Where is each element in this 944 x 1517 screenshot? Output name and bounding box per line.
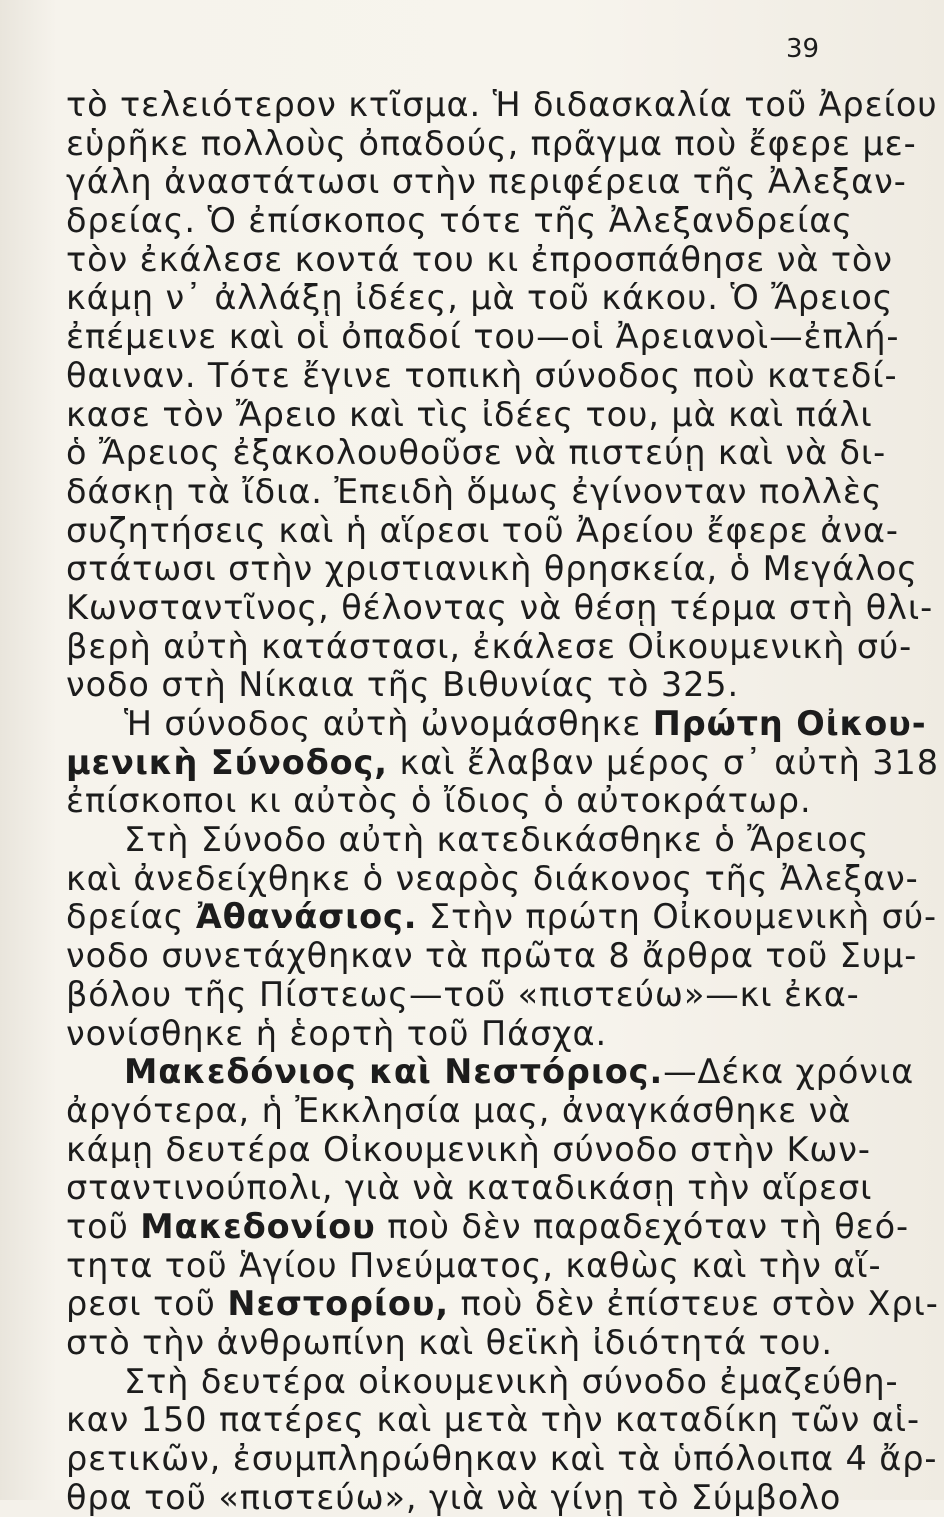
text-line xyxy=(66,1284,939,1324)
text-run: δρείας xyxy=(66,897,196,937)
bold-term: Πρώτη Οἰκου- xyxy=(652,704,927,743)
text-line: νονίσθηκε ἡ ἑορτὴ τοῦ Πάσχα. xyxy=(66,1013,607,1053)
text-line: καν 150 πατέρες καὶ μετὰ τὴν καταδίκη τῶν αἱ- xyxy=(66,1400,921,1440)
section-heading: Μακεδόνιος καὶ Νεστόριος. xyxy=(124,1052,664,1092)
text-line: στάτωσι στὴν χριστιανικὴ θρησκεία, ὁ Μεγάλος xyxy=(66,549,918,589)
text-line: τητα τοῦ Ἁγίου Πνεύματος, καθὼς καὶ τὴν αἵ- xyxy=(66,1245,882,1285)
text-line: τὸν ἐκάλεσε κοντά του κι ἐπροσπάθησε νὰ τὸν xyxy=(66,239,893,279)
text-line xyxy=(66,897,937,937)
text-line: συζητήσεις καὶ ἡ αἵρεσι τοῦ Ἀρείου ἔφερε ἀνα- xyxy=(66,510,899,550)
text-line: εὑρῆκε πολλοὺς ὀπαδούς, πρᾶγμα ποὺ ἔφερε με- xyxy=(66,123,917,163)
text-run: Ἡ σύνοδος αὐτὴ ὠνομάσθηκε xyxy=(124,704,653,743)
text-line: ὁ Ἄρειος ἐξακολουθοῦσε νὰ πιστεύῃ καὶ νὰ δι- xyxy=(66,433,887,473)
text-line: κάμῃ ν᾽ ἀλλάξῃ ἰδέες, μὰ τοῦ κάκου. Ὁ Ἄρειος xyxy=(66,278,894,318)
bold-term: μενικὴ Σύνοδος, xyxy=(66,742,388,782)
text-line: δάσκῃ τὰ ἴδια. Ἐπειδὴ ὅμως ἐγίνονταν πολλὲς xyxy=(66,471,883,511)
section-heading-line xyxy=(66,1052,915,1092)
text-line: νοδο συνετάχθηκαν τὰ πρῶτα 8 ἄρθρα τοῦ Συμ- xyxy=(66,936,918,976)
text-line: ἐπίσκοποι κι αὐτὸς ὁ ἴδιος ὁ αὐτοκράτωρ. xyxy=(66,781,812,821)
text-line: γάλη ἀναστάτωσι στὴν περιφέρεια τῆς Ἀλεξαν- xyxy=(66,162,907,202)
text-run: καὶ ἔλαβαν μέρος σ᾽ αὐτὴ 318 xyxy=(387,742,939,782)
page-number: 39 xyxy=(786,34,820,64)
text-line: βερὴ αὐτὴ κατάστασι, ἐκάλεσε Οἰκουμενικὴ σύ- xyxy=(66,626,913,666)
text-run: ποὺ δὲν ἐπίστευε στὸν Χρι- xyxy=(448,1284,939,1324)
text-line: σταντινούπολι, γιὰ νὰ καταδικάσῃ τὴν αἵρεσι xyxy=(66,1168,873,1208)
body-text xyxy=(66,85,939,1517)
bold-term: Μακεδονίου xyxy=(140,1206,376,1246)
text-line: Στὴ δευτέρα οἰκουμενικὴ σύνοδο ἐμαζεύθη- xyxy=(124,1361,899,1401)
text-line: κασε τὸν Ἄρειο καὶ τὶς ἰδέες του, μὰ καὶ πάλι xyxy=(66,394,873,434)
text-line: καὶ ἀνεδείχθηκε ὁ νεαρὸς διάκονος τῆς Ἀλεξαν- xyxy=(66,858,919,898)
text-line: ρετικῶν, ἐσυμπληρώθηκαν καὶ τὰ ὑπόλοιπα 4 ἄρ- xyxy=(66,1439,938,1479)
text-line: ἐπέμεινε καὶ οἱ ὀπαδοί του—οἱ Ἀρειανοὶ—ἐπλή- xyxy=(66,317,900,357)
text-run: τοῦ xyxy=(66,1206,141,1246)
text-run: —Δέκα χρόνια xyxy=(663,1052,915,1092)
text-line: νοδο στὴ Νίκαια τῆς Βιθυνίας τὸ 325. xyxy=(66,665,740,705)
text-line xyxy=(66,704,927,744)
bold-term: Νεστορίου, xyxy=(227,1284,449,1324)
text-line xyxy=(66,742,939,783)
text-line: Κωνσταντῖνος, θέλοντας νὰ θέσῃ τέρμα στὴ θλι- xyxy=(66,587,934,627)
text-run: Στὴν πρώτη Οἰκουμενικὴ σύ- xyxy=(417,897,937,937)
text-line: δρείας. Ὁ ἐπίσκοπος τότε τῆς Ἀλεξανδρείας xyxy=(66,201,853,241)
text-line: στὸ τὴν ἀνθρωπίνη καὶ θεϊκὴ ἰδιότητά του. xyxy=(66,1323,833,1362)
bold-term: Ἀθανάσιος. xyxy=(195,897,418,937)
text-line: θαιναν. Τότε ἔγινε τοπικὴ σύνοδος ποὺ κατεδί- xyxy=(66,355,898,395)
text-line: θρα τοῦ «πιστεύω», γιὰ νὰ γίνῃ τὸ Σύμβολο xyxy=(66,1477,842,1517)
text-line: Στὴ Σύνοδο αὐτὴ κατεδικάσθηκε ὁ Ἄρειος xyxy=(124,820,870,860)
text-line: βόλου τῆς Πίστεως—τοῦ «πιστεύω»—κι ἐκα- xyxy=(66,974,860,1014)
text-line xyxy=(66,1206,910,1247)
text-run: ποὺ δὲν παραδεχόταν τὴ θεό- xyxy=(375,1206,910,1246)
text-run: ρεσι τοῦ xyxy=(66,1284,228,1324)
text-line: ἀργότερα, ἡ Ἐκκλησία μας, ἀναγκάσθηκε νὰ xyxy=(66,1090,852,1130)
text-line: κάμῃ δευτέρα Οἰκουμενικὴ σύνοδο στὴν Κων- xyxy=(66,1129,871,1169)
text-line: τὸ τελειότερον κτῖσμα. Ἡ διδασκαλία τοῦ Ἀρείου xyxy=(66,85,938,124)
